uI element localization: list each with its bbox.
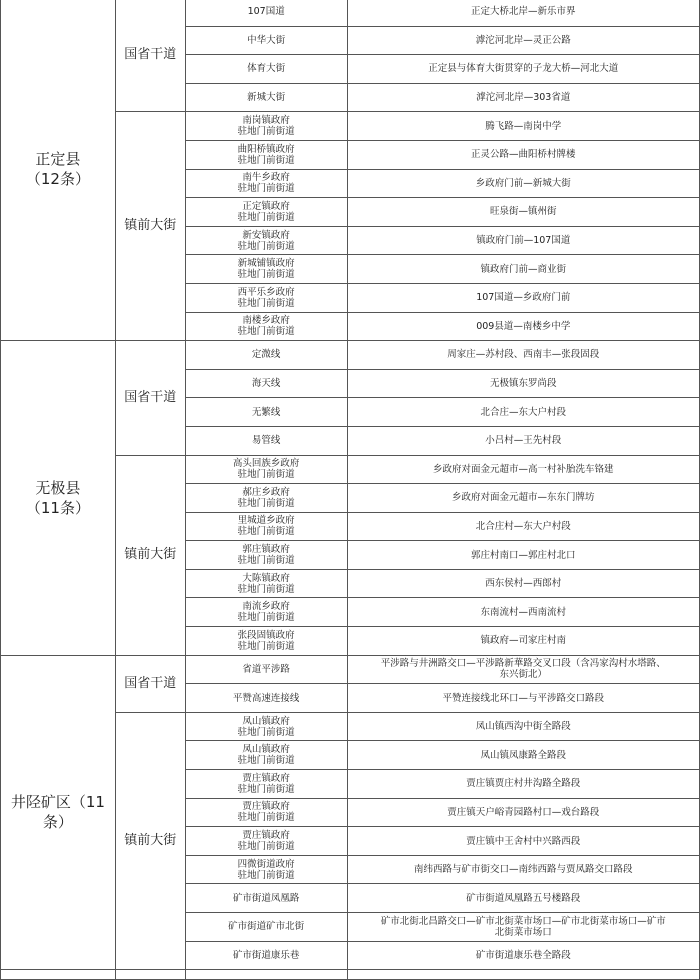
cell-text-line: 乡政府对面金元超市—高一村补胎洗车铬建 bbox=[433, 463, 614, 475]
road-segment-cell bbox=[347, 569, 699, 598]
road-segment-cell bbox=[347, 0, 699, 26]
cell-text-line: 驻地门前街道 bbox=[237, 497, 295, 509]
cell-text-line: 高头回族乡政府 bbox=[232, 458, 300, 470]
cell-text-line: 驻地门前街道 bbox=[237, 154, 295, 166]
road-segment-cell bbox=[347, 398, 699, 427]
empty-cell bbox=[185, 970, 347, 980]
cell-text-line: 驻地门前街道 bbox=[237, 269, 295, 281]
cell-text-line: 驻地门前街道 bbox=[237, 783, 295, 795]
road-name-cell bbox=[185, 341, 347, 370]
cell-text-line: 矿市街道凤凰路五号楼路段 bbox=[466, 892, 581, 904]
category-cell: 国省干道 bbox=[115, 341, 185, 455]
road-name-cell bbox=[185, 741, 347, 770]
cell-text-line: 滹沱河北岸—灵正公路 bbox=[475, 34, 571, 46]
road-segment-cell bbox=[347, 26, 699, 55]
cell-text-line: 贾庄镇天户峪青园路村口—戏台路段 bbox=[447, 806, 600, 818]
road-name-cell bbox=[185, 140, 347, 169]
cell-text-line: 曲阳桥镇政府 bbox=[237, 143, 295, 155]
cell-text-line: 腾飞路—南岗中学 bbox=[485, 120, 562, 132]
cell-text-line: 驻地门前街道 bbox=[237, 869, 295, 881]
cell-text-line: 凤山镇西沟中街全路段 bbox=[475, 721, 571, 733]
cell-text-line: 东兴街北） bbox=[499, 669, 548, 681]
empty-cell bbox=[1, 970, 116, 980]
cell-text-line: 定溦线 bbox=[251, 349, 281, 361]
road-segment-cell bbox=[347, 341, 699, 370]
road-name-cell bbox=[185, 0, 347, 26]
cell-text-line: 正灵公路—曲阳桥村牌楼 bbox=[471, 149, 576, 161]
road-name-cell bbox=[185, 312, 347, 341]
empty-cell bbox=[347, 970, 699, 980]
road-name-cell bbox=[185, 484, 347, 513]
cell-text-line: 乡政府门前—新城大街 bbox=[475, 177, 571, 189]
cell-text-line: 驻地门前街道 bbox=[237, 469, 295, 481]
cell-text-line: 平赞连接线北环口—与平涉路交口路段 bbox=[442, 692, 605, 704]
road-name-cell bbox=[185, 26, 347, 55]
road-segment-cell bbox=[347, 827, 699, 856]
category-cell: 镇前大街 bbox=[115, 712, 185, 969]
road-name-cell bbox=[185, 426, 347, 455]
cell-text-line: 里城道乡政府 bbox=[237, 515, 295, 527]
cell-text-line: 镇政府—司家庄村南 bbox=[480, 635, 567, 647]
road-name-cell bbox=[185, 398, 347, 427]
road-segment-cell bbox=[347, 426, 699, 455]
road-segment-cell bbox=[347, 913, 699, 942]
county-cell bbox=[1, 655, 116, 970]
cell-text-line: 张段固镇政府 bbox=[237, 629, 295, 641]
road-segment-cell bbox=[347, 884, 699, 913]
road-name-cell bbox=[185, 798, 347, 827]
road-name-cell bbox=[185, 55, 347, 84]
road-name-cell bbox=[185, 913, 347, 942]
road-name-cell bbox=[185, 855, 347, 884]
cell-text-line: 驻地门前街道 bbox=[237, 555, 295, 567]
cell-text-line: 体育大街 bbox=[247, 63, 286, 75]
cell-text-line: 贾庄镇中王舍村中兴路西段 bbox=[466, 835, 581, 847]
cell-text-line: 周家庄—苏村段、西南丰—张段固段 bbox=[447, 349, 600, 361]
road-segment-cell bbox=[347, 655, 699, 684]
road-name-cell bbox=[185, 569, 347, 598]
road-segment-cell bbox=[347, 712, 699, 741]
cell-text-line: 驻地门前街道 bbox=[237, 812, 295, 824]
road-name-cell bbox=[185, 283, 347, 312]
cell-text-line: 凤山镇凤康路全路段 bbox=[480, 749, 567, 761]
road-segment-cell bbox=[347, 112, 699, 141]
road-name-cell bbox=[185, 369, 347, 398]
cell-text-line: 新城铺镇政府 bbox=[237, 258, 295, 270]
cell-text-line: 东南流村—西南流村 bbox=[480, 606, 567, 618]
cell-text-line: 新城大街 bbox=[247, 92, 286, 104]
cell-text-line: 驻地门前街道 bbox=[237, 640, 295, 652]
road-name-cell bbox=[185, 112, 347, 141]
cell-text-line: 矿市北街北昌路交口—矿市北街菜市场口—矿市北街菜市场口—矿市 bbox=[380, 915, 666, 927]
road-segment-cell bbox=[347, 798, 699, 827]
category-cell: 镇前大街 bbox=[115, 455, 185, 655]
cell-text-line: 南牛乡政府 bbox=[242, 172, 290, 184]
road-name-cell bbox=[185, 83, 347, 112]
road-segment-cell bbox=[347, 55, 699, 84]
cell-text-line: 无极镇东罗尚段 bbox=[490, 378, 557, 390]
road-segment-cell bbox=[347, 770, 699, 799]
cell-text-line: 驻地门前街道 bbox=[237, 755, 295, 767]
cell-text-line: 正定县与体育大街贯穿的子龙大桥—河北大道 bbox=[428, 63, 619, 75]
cell-text-line: 驻地门前街道 bbox=[237, 211, 295, 223]
category-cell: 国省干道 bbox=[115, 0, 185, 112]
cell-text-line: 驻地门前街道 bbox=[237, 240, 295, 252]
county-cell bbox=[1, 0, 116, 341]
cell-text-line: 郭庄村南口—郭庄村北口 bbox=[471, 549, 576, 561]
cell-text-line: 小吕村—王先村段 bbox=[485, 435, 562, 447]
road-segment-cell bbox=[347, 484, 699, 513]
cell-text-line: 北合庄—东大户村段 bbox=[480, 406, 567, 418]
table-row bbox=[1, 0, 700, 26]
road-segment-cell bbox=[347, 140, 699, 169]
cell-text-line: 驻地门前街道 bbox=[237, 183, 295, 195]
cell-text-line: 平涉路与井洲路交口—平涉路新華路交叉口段（含冯家沟村水塔路、 bbox=[380, 658, 666, 670]
road-segment-cell bbox=[347, 684, 699, 713]
cell-text-line: 矿市街道康乐巷全路段 bbox=[475, 949, 571, 961]
cell-text-line: 驻地门前街道 bbox=[237, 612, 295, 624]
cell-text-line: 郭庄镇政府 bbox=[242, 544, 290, 556]
table-row-next-section bbox=[1, 970, 700, 980]
cell-text-line: 驻地门前街道 bbox=[237, 326, 295, 338]
road-segment-cell bbox=[347, 512, 699, 541]
road-segment-cell bbox=[347, 83, 699, 112]
cell-text-line: 郝庄乡政府 bbox=[242, 486, 290, 498]
cell-text-line: 107国道—乡政府门前 bbox=[476, 292, 571, 304]
cell-text-line: 贾庄镇贾庄村井沟路全路段 bbox=[466, 778, 581, 790]
county-road-count: （12条） bbox=[25, 170, 90, 189]
cell-text-line: 南纬西路与矿市街交口—南纬西路与贾凤路交口路段 bbox=[414, 864, 633, 876]
road-segment-cell bbox=[347, 255, 699, 284]
road-name-cell bbox=[185, 226, 347, 255]
county-name: 无极县 bbox=[35, 478, 81, 497]
road-segment-cell bbox=[347, 312, 699, 341]
cell-text-line: 大陈镇政府 bbox=[242, 572, 290, 584]
road-segment-cell bbox=[347, 198, 699, 227]
road-name-cell bbox=[185, 627, 347, 656]
cell-text-line: 驻地门前街道 bbox=[237, 526, 295, 538]
cell-text-line: 凤山镇政府 bbox=[242, 715, 290, 727]
road-name-cell bbox=[185, 512, 347, 541]
cell-text-line: 西东侯村—西郎村 bbox=[485, 578, 562, 590]
cell-text-line: 旺泉街—镇州街 bbox=[490, 206, 557, 218]
road-name-cell bbox=[185, 169, 347, 198]
cell-text-line: 四微街道政府 bbox=[237, 858, 295, 870]
cell-text-line: 北合庄村—东大户村段 bbox=[475, 520, 571, 532]
road-name-cell bbox=[185, 655, 347, 684]
cell-text-line: 无繁线 bbox=[251, 406, 281, 418]
road-name-cell bbox=[185, 884, 347, 913]
cell-text-line: 乡政府对面金元超市—东东门牌坊 bbox=[452, 492, 595, 504]
cell-text-line: 驻地门前街道 bbox=[237, 297, 295, 309]
road-segment-cell bbox=[347, 627, 699, 656]
cell-text-line: 省道平涉路 bbox=[242, 663, 290, 675]
road-segment-cell bbox=[347, 741, 699, 770]
road-segment-cell bbox=[347, 941, 699, 970]
cell-text-line: 驻地门前街道 bbox=[237, 583, 295, 595]
table-row bbox=[1, 341, 700, 370]
cell-text-line: 海天线 bbox=[251, 378, 281, 390]
cell-text-line: 新安镇政府 bbox=[242, 229, 290, 241]
road-segment-cell bbox=[347, 598, 699, 627]
empty-cell bbox=[115, 970, 185, 980]
road-name-cell bbox=[185, 684, 347, 713]
table-row bbox=[1, 655, 700, 684]
cell-text-line: 南流乡政府 bbox=[242, 601, 290, 613]
road-segment-cell bbox=[347, 455, 699, 484]
road-name-cell bbox=[185, 455, 347, 484]
cell-text-line: 凤山镇政府 bbox=[242, 744, 290, 756]
road-name-cell bbox=[185, 541, 347, 570]
road-name-cell bbox=[185, 198, 347, 227]
cell-text-line: 镇政府门前—107国道 bbox=[476, 235, 571, 247]
cell-text-line: 西平乐乡政府 bbox=[237, 286, 295, 298]
cell-text-line: 滹沱河北岸—303省道 bbox=[476, 92, 571, 104]
road-segment-cell bbox=[347, 855, 699, 884]
cell-text-line: 井陉矿区（11 bbox=[10, 793, 105, 812]
county-name: 正定县 bbox=[35, 150, 81, 169]
cell-text-line: 贾庄镇政府 bbox=[242, 830, 290, 842]
cell-text-line: 北街菜市场口 bbox=[494, 926, 552, 938]
road-segment-cell bbox=[347, 541, 699, 570]
road-name-cell bbox=[185, 598, 347, 627]
cell-text-line: 贾庄镇政府 bbox=[242, 801, 290, 813]
county-cell bbox=[1, 341, 116, 656]
cell-text-line: 条） bbox=[42, 813, 73, 832]
cell-text-line: 中华大街 bbox=[247, 34, 286, 46]
cell-text-line: 平赞高速连接线 bbox=[232, 692, 300, 704]
cell-text-line: 易管线 bbox=[251, 435, 281, 447]
cell-text-line: 107国道 bbox=[247, 6, 285, 18]
cell-text-line: 南岗镇政府 bbox=[242, 115, 290, 127]
road-table-body bbox=[1, 0, 700, 980]
road-name-cell bbox=[185, 255, 347, 284]
road-segment-cell bbox=[347, 369, 699, 398]
county-road-count: （11条） bbox=[25, 498, 90, 517]
cell-text-line: 矿市街道凤凰路 bbox=[232, 892, 300, 904]
road-name-cell bbox=[185, 712, 347, 741]
road-segment-cell bbox=[347, 283, 699, 312]
cell-text-line: 驻地门前街道 bbox=[237, 841, 295, 853]
road-name-cell bbox=[185, 941, 347, 970]
road-name-cell bbox=[185, 827, 347, 856]
cell-text-line: 矿市街道矿市北街 bbox=[228, 921, 305, 933]
cell-text-line: 驻地门前街道 bbox=[237, 126, 295, 138]
road-segment-cell bbox=[347, 226, 699, 255]
category-cell: 国省干道 bbox=[115, 655, 185, 712]
cell-text-line: 镇政府门前—商业街 bbox=[480, 263, 567, 275]
road-segment-cell bbox=[347, 169, 699, 198]
cell-text-line: 贾庄镇政府 bbox=[242, 772, 290, 784]
cell-text-line: 正定大桥北岸—新乐市界 bbox=[471, 6, 576, 18]
cell-text-line: 正定镇政府 bbox=[242, 200, 290, 212]
cell-text-line: 驻地门前街道 bbox=[237, 726, 295, 738]
road-name-cell bbox=[185, 770, 347, 799]
cell-text-line: 矿市街道康乐巷 bbox=[232, 949, 300, 961]
cell-text-line: 009县道—南楼乡中学 bbox=[476, 320, 571, 332]
category-cell: 镇前大街 bbox=[115, 112, 185, 341]
cell-text-line: 南楼乡政府 bbox=[242, 315, 290, 327]
